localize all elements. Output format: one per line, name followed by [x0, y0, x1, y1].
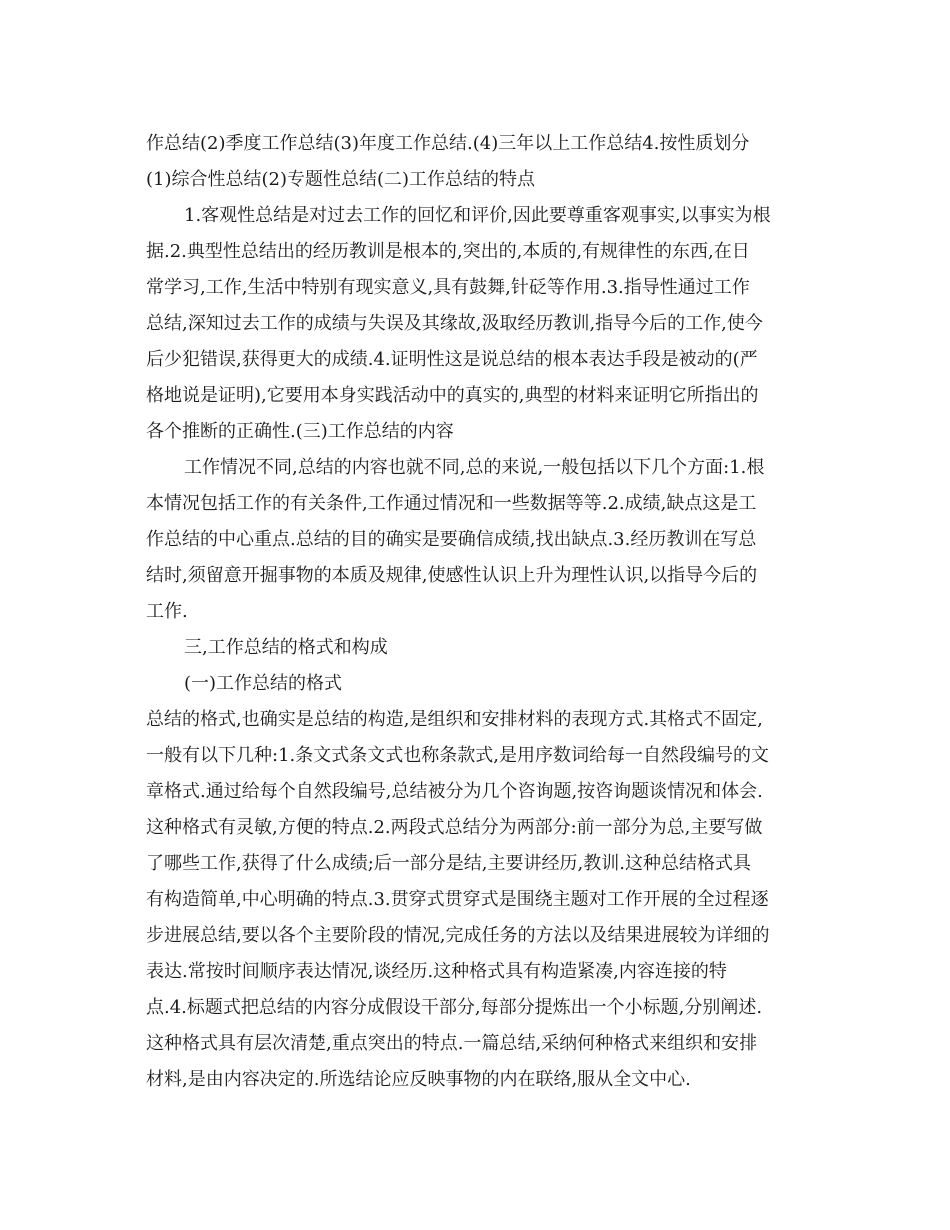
text-line: 作总结的中心重点.总结的目的确实是要确信成绩,找出缺点.3.经历教训在写总 [146, 529, 757, 550]
text-line: 点.4.标题式把总结的内容分成假设干部分,每部分提炼出一个小标题,分别阐述. [146, 997, 763, 1018]
text-line: 后少犯错误,获得更大的成绩.4.证明性这是说总结的根本表达手段是被动的(严 [146, 349, 758, 370]
text-line: (1)综合性总结(2)专题性总结(二)工作总结的特点 [146, 169, 536, 190]
text-line: 工作. [146, 601, 188, 622]
text-line: 总结的格式,也确实是总结的构造,是组织和安排材料的表现方式.其格式不固定, [146, 709, 763, 730]
paragraph-start-line: 1.客观性总结是对过去工作的回忆和评价,因此要尊重客观事实,以事实为根 [184, 205, 771, 226]
subsection-heading: (一)工作总结的格式 [184, 673, 343, 694]
text-line: 一般有以下几种:1.条文式条文式也称条款式,是用序数词给每一自然段编号的文 [146, 745, 769, 766]
text-line: 这种格式有灵敏,方便的特点.2.两段式总结分为两部分:前一部分为总,主要写做 [146, 817, 763, 838]
text-line: 这种格式具有层次清楚,重点突出的特点.一篇总结,采纳何种格式来组织和安排 [146, 1033, 758, 1054]
paragraph-start-line: 工作情况不同,总结的内容也就不同,总的来说,一般包括以下几个方面:1.根 [184, 457, 765, 478]
document-body [146, 126, 806, 1098]
section-heading: 三,工作总结的格式和构成 [184, 637, 388, 658]
text-line: 本情况包括工作的有关条件,工作通过情况和一些数据等等.2.成绩,缺点这是工 [146, 493, 757, 514]
text-line: 章格式.通过给每个自然段编号,总结被分为几个咨询题,按咨询题谈情况和体会. [146, 781, 763, 802]
text-line: 步进展总结,要以各个主要阶段的情况,完成任务的方法以及结果进展较为详细的 [146, 925, 770, 946]
text-line: 常学习,工作,生活中特别有现实意义,具有鼓舞,针砭等作用.3.指导性通过工作 [146, 277, 750, 298]
text-line: 有构造简单,中心明确的特点.3.贯穿式贯穿式是围绕主题对工作开展的全过程逐 [146, 889, 769, 910]
text-line: 格地说是证明),它要用本身实践活动中的真实的,典型的材料来证明它所指出的 [146, 385, 759, 406]
text-line: 总结,深知过去工作的成绩与失误及其缘故,汲取经历教训,指导今后的工作,使今 [146, 313, 763, 334]
text-line: 结时,须留意开掘事物的本质及规律,使感性认识上升为理性认识,以指导今后的 [146, 565, 758, 586]
text-line: 材料,是由内容决定的.所选结论应反映事物的内在联络,服从全文中心. [146, 1069, 691, 1090]
text-line: 据.2.典型性总结出的经历教训是根本的,突出的,本质的,有规律性的东西,在日 [146, 241, 750, 262]
text-line: 了哪些工作,获得了什么成绩;后一部分是结,主要讲经历,教训.这种总结格式具 [146, 853, 751, 874]
text-line: 表达.常按时间顺序表达情况,谈经历.这种格式具有构造紧凑,内容连接的特 [146, 961, 727, 982]
text-line: 作总结(2)季度工作总结(3)年度工作总结.(4)三年以上工作总结4.按性质划分 [146, 133, 750, 154]
text-line: 各个推断的正确性.(三)工作总结的内容 [146, 421, 454, 442]
